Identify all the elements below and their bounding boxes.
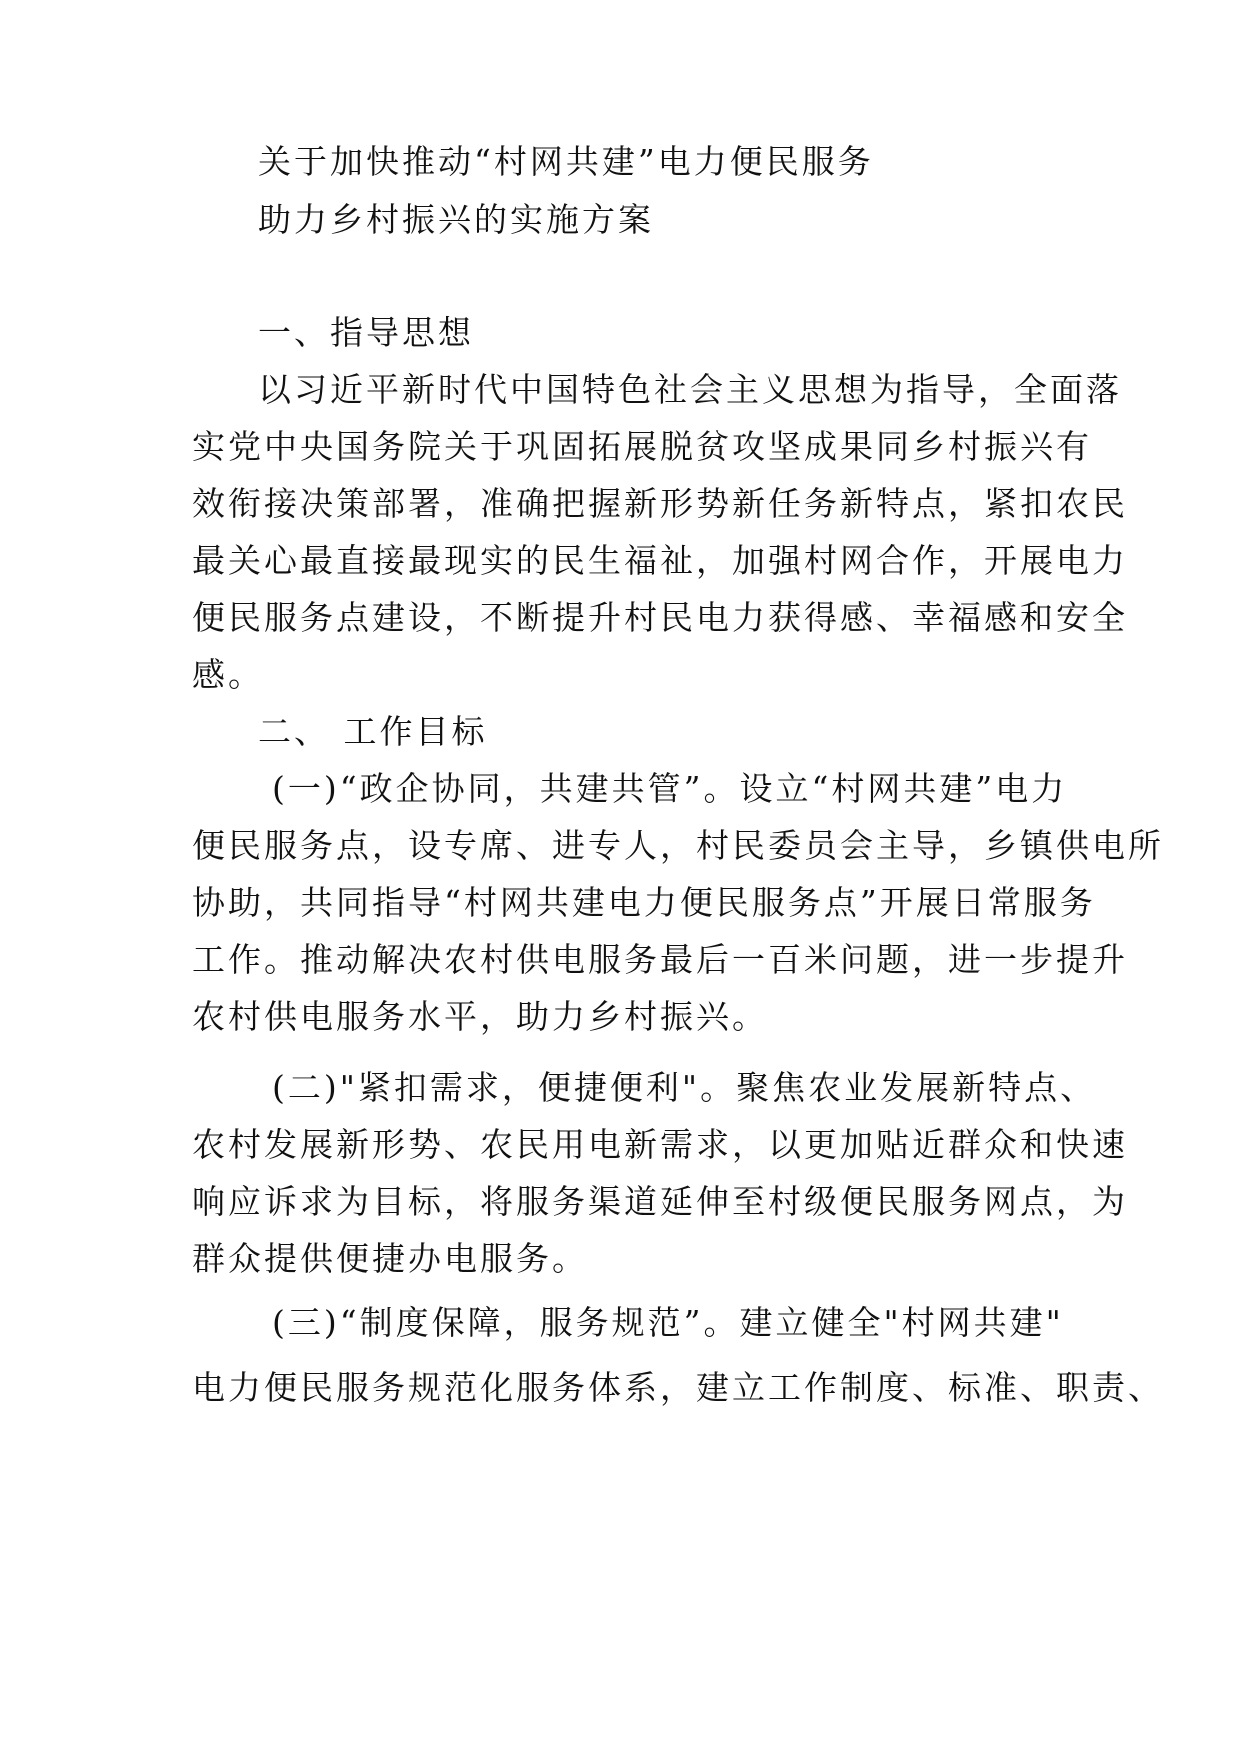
section-2-heading: 二、 工作目标 [258, 712, 488, 751]
section-1-paragraph-line: 便民服务点建设，不断提升村民电力获得感、幸福感和安全 [192, 598, 1128, 637]
section-2-item-1-line: 便民服务点，设专席、进专人，村民委员会主导，乡镇供电所 [192, 826, 1164, 865]
section-2-item-1-line: 协助，共同指导“村网共建电力便民服务点”开展日常服务 [192, 883, 1096, 922]
section-1-paragraph-line: 最关心最直接最现实的民生福祉，加强村网合作，开展电力 [192, 541, 1128, 580]
section-2-item-1-line: (一)“政企协同，共建共管”。设立“村网共建”电力 [272, 769, 1068, 808]
document-title-line-2: 助力乡村振兴的实施方案 [258, 200, 654, 239]
section-2-item-1-line: 工作。推动解决农村供电服务最后一百米问题，进一步提升 [192, 940, 1128, 979]
section-1-heading: 一、指导思想 [258, 313, 474, 352]
section-2-item-3-line: (三)“制度保障，服务规范”。建立健全"村网共建" [272, 1303, 1064, 1342]
section-1-paragraph-line: 效衔接决策部署，准确把握新形势新任务新特点，紧扣农民 [192, 484, 1128, 523]
section-1-paragraph-line: 实党中央国务院关于巩固拓展脱贫攻坚成果同乡村振兴有 [192, 427, 1092, 466]
section-1-paragraph-line: 以习近平新时代中国特色社会主义思想为指导，全面落 [258, 370, 1122, 409]
section-2-item-2-line: 群众提供便捷办电服务。 [192, 1239, 588, 1278]
section-2-item-1-line: 农村供电服务水平，助力乡村振兴。 [192, 997, 768, 1036]
section-1-paragraph-line: 感。 [192, 655, 264, 694]
section-2-item-2-line: 响应诉求为目标，将服务渠道延伸至村级便民服务网点，为 [192, 1182, 1128, 1221]
section-2-item-2-line: (二)"紧扣需求，便捷便利"。聚焦农业发展新特点、 [272, 1068, 1097, 1107]
section-2-item-2-line: 农村发展新形势、农民用电新需求，以更加贴近群众和快速 [192, 1125, 1128, 1164]
document-title-line-1: 关于加快推动“村网共建”电力便民服务 [258, 142, 874, 181]
section-2-item-3-line: 电力便民服务规范化服务体系，建立工作制度、标准、职责、 [192, 1368, 1164, 1407]
